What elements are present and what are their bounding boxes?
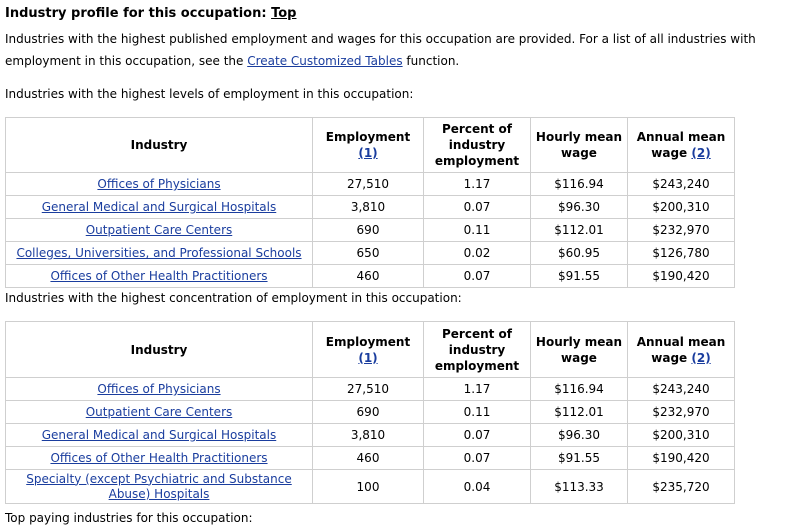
percent-header [424, 322, 531, 378]
hourly-wage-cell: $91.55 [531, 447, 628, 470]
table-row [6, 265, 735, 288]
industry-cell [6, 470, 313, 504]
hourly-wage-cell: $116.94 [531, 378, 628, 401]
percent-header-line3: employment [434, 154, 520, 168]
hourly-wage-cell: $113.33 [531, 470, 628, 504]
hourly-header-line1: Hourly mean [535, 130, 623, 144]
hourly-wage-cell: $60.95 [531, 242, 628, 265]
employment-cell: 3,810 [313, 196, 424, 219]
industry-link[interactable]: Offices of Physicians [97, 177, 221, 191]
annual-wage-cell: $190,420 [628, 447, 735, 470]
table-row [6, 424, 735, 447]
employment-header-label: Employment [325, 334, 411, 349]
annual-wage-cell: $235,720 [628, 470, 735, 504]
hourly-header-line1: Hourly mean [535, 334, 623, 349]
annual-wage-header [628, 322, 735, 378]
annual-footnote-link[interactable]: (2) [691, 146, 711, 160]
industry-cell [6, 219, 313, 242]
table-header-row [6, 322, 735, 378]
annual-wage-cell: $232,970 [628, 219, 735, 242]
table3-caption: Top paying industries for this occupation: [5, 511, 253, 525]
percent-cell: 1.17 [424, 378, 531, 401]
intro-paragraph [5, 28, 797, 72]
table2-caption: Industries with the highest concentration of employment in this occupation: [5, 291, 462, 305]
percent-header [424, 118, 531, 173]
employment-cell: 27,510 [313, 378, 424, 401]
section-title-text: Industry profile for this occupation: [5, 6, 267, 21]
table-row [6, 401, 735, 424]
hourly-wage-cell: $112.01 [531, 219, 628, 242]
intro-text: Industries with the highest published employment and wages for this occupation are provided. For a list of all industries with employment in this occupation, see the [5, 32, 756, 68]
percent-cell: 0.07 [424, 265, 531, 288]
percent-header-line2: industry [448, 138, 506, 152]
employment-header [313, 322, 424, 378]
industry-cell [6, 401, 313, 424]
industry-link[interactable]: Outpatient Care Centers [85, 223, 233, 237]
table-row [6, 219, 735, 242]
top-link[interactable]: Top [271, 6, 297, 21]
industry-link[interactable]: General Medical and Surgical Hospitals [41, 200, 277, 214]
annual-wage-cell: $190,420 [628, 265, 735, 288]
employment-cell: 650 [313, 242, 424, 265]
employment-footnote-link[interactable]: (1) [358, 146, 378, 160]
percent-header-line2: industry [448, 342, 506, 357]
table-row [6, 447, 735, 470]
industry-link[interactable]: Colleges, Universities, and Professional Schools [16, 246, 302, 260]
hourly-wage-header [531, 322, 628, 378]
hourly-wage-header [531, 118, 628, 173]
industry-link[interactable]: Offices of Physicians [97, 382, 221, 396]
annual-header-line1: Annual mean [636, 130, 726, 144]
employment-cell: 460 [313, 265, 424, 288]
industry-link[interactable]: General Medical and Surgical Hospitals [41, 428, 277, 442]
employment-cell: 690 [313, 219, 424, 242]
annual-wage-cell: $232,970 [628, 401, 735, 424]
annual-header-line2: wage [651, 146, 688, 160]
percent-header-line1: Percent of [441, 326, 513, 341]
employment-header [313, 118, 424, 173]
industry-cell [6, 196, 313, 219]
hourly-wage-cell: $96.30 [531, 424, 628, 447]
employment-cell: 460 [313, 447, 424, 470]
annual-wage-cell: $126,780 [628, 242, 735, 265]
percent-cell: 0.11 [424, 401, 531, 424]
percent-cell: 0.07 [424, 447, 531, 470]
industry-cell [6, 378, 313, 401]
annual-footnote-link[interactable]: (2) [691, 350, 711, 365]
section-title [5, 6, 296, 21]
hourly-wage-cell: $112.01 [531, 401, 628, 424]
table-header-row [6, 118, 735, 173]
table-row [6, 470, 735, 504]
percent-cell: 0.07 [424, 196, 531, 219]
percent-cell: 0.04 [424, 470, 531, 504]
table-row [6, 242, 735, 265]
industry-cell [6, 265, 313, 288]
highest-concentration-table [5, 321, 735, 504]
hourly-wage-cell: $91.55 [531, 265, 628, 288]
table-row [6, 196, 735, 219]
employment-header-label: Employment [325, 130, 411, 144]
hourly-wage-cell: $96.30 [531, 196, 628, 219]
create-customized-tables-link[interactable]: Create Customized Tables [247, 54, 403, 68]
percent-header-line3: employment [434, 358, 520, 373]
percent-cell: 0.11 [424, 219, 531, 242]
annual-wage-cell: $200,310 [628, 196, 735, 219]
table-row [6, 173, 735, 196]
industry-cell [6, 242, 313, 265]
employment-cell: 100 [313, 470, 424, 504]
annual-header-line2: wage [651, 350, 688, 365]
annual-wage-header [628, 118, 735, 173]
industry-cell [6, 173, 313, 196]
industry-cell [6, 447, 313, 470]
table1-caption: Industries with the highest levels of employment in this occupation: [5, 87, 414, 101]
table-row [6, 378, 735, 401]
employment-cell: 27,510 [313, 173, 424, 196]
annual-wage-cell: $243,240 [628, 173, 735, 196]
annual-wage-cell: $243,240 [628, 378, 735, 401]
annual-header-line1: Annual mean [636, 334, 726, 349]
highest-employment-table [5, 117, 735, 288]
hourly-header-line2: wage [561, 146, 597, 160]
percent-cell: 1.17 [424, 173, 531, 196]
hourly-wage-cell: $116.94 [531, 173, 628, 196]
percent-header-line1: Percent of [441, 122, 513, 136]
industry-link[interactable]: Offices of Other Health Practitioners [50, 269, 268, 283]
industry-link[interactable]: Specialty (except Psychiatric and Substance Abuse) Hospitals [26, 471, 292, 501]
percent-cell: 0.02 [424, 242, 531, 265]
industry-link[interactable]: Outpatient Care Centers [85, 405, 233, 419]
industry-link[interactable]: Offices of Other Health Practitioners [50, 451, 268, 465]
percent-cell: 0.07 [424, 424, 531, 447]
employment-cell: 690 [313, 401, 424, 424]
intro-text-end: function. [402, 54, 460, 68]
industry-header: Industry [6, 322, 313, 378]
annual-wage-cell: $200,310 [628, 424, 735, 447]
employment-footnote-link[interactable]: (1) [358, 350, 378, 365]
hourly-header-line2: wage [561, 350, 597, 365]
employment-cell: 3,810 [313, 424, 424, 447]
industry-cell [6, 424, 313, 447]
industry-header: Industry [6, 118, 313, 173]
